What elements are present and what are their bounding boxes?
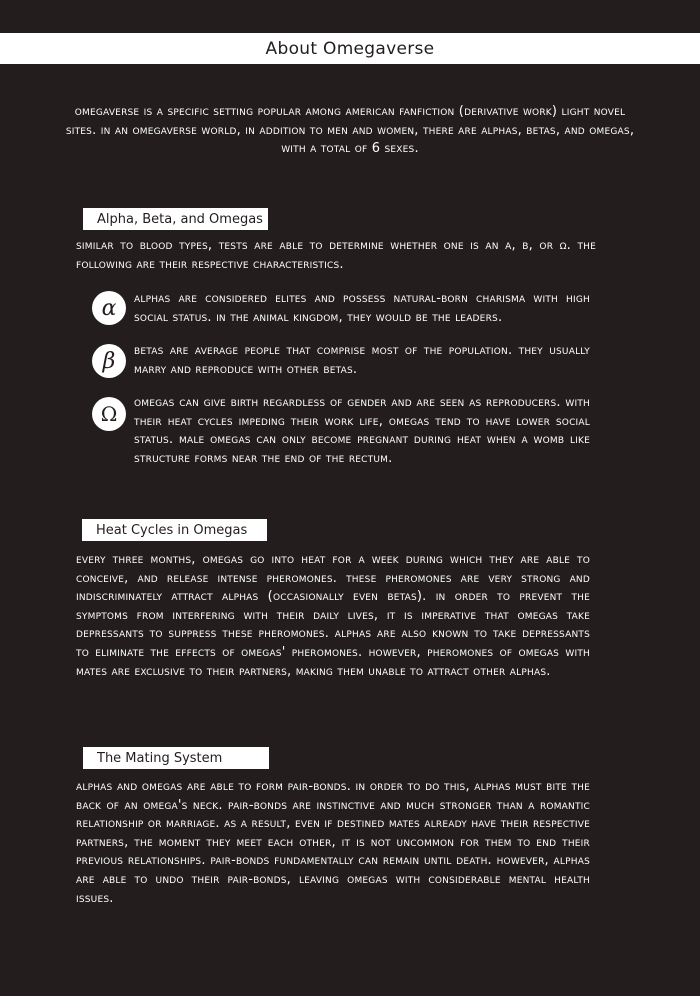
omega-icon: Ω bbox=[92, 397, 126, 431]
beta-description: betas are average people that comprise most of the population. they usually marry and reproduce with other betas. bbox=[134, 343, 590, 377]
section1-paragraph: similar to blood types, tests are able to determine whether one is an α, β, or ω. the following are their respective characteristics. bbox=[76, 238, 596, 272]
page-title: About Omegaverse bbox=[265, 38, 435, 59]
section-label-heat-cycles bbox=[82, 519, 267, 541]
section3-paragraph: alphas and omegas are able to form pair-bonds. in order to do this, alphas must bite the back of an omega's neck. pair-bonds are instinctive and much stronger than a romantic relationship or marriage. as a result, even if destined mates already have their respective partners, the moment they meet each other, it is not uncommon for them to end their previous relationships. pair-bonds fundamentally can remain until death. however, alphas are able to undo their pair-bonds, leaving omegas with considerable mental health issues. bbox=[76, 779, 590, 906]
alpha-icon: α bbox=[92, 291, 126, 325]
section-title: The Mating System bbox=[97, 750, 223, 766]
section-title: Heat Cycles in Omegas bbox=[96, 522, 248, 538]
alpha-description: alphas are considered elites and possess natural-born charisma with high social status. in the animal kingdom, they would be the leaders. bbox=[134, 291, 590, 325]
intro-paragraph: omegaverse is a specific setting popular among american fanfiction (derivative work) light novel sites. in an omegaverse world, in addition to men and women, there are alphas, betas, and omegas, with a total of 6 sexes. bbox=[65, 104, 635, 157]
page-header bbox=[0, 33, 700, 64]
section2-paragraph: every three months, omegas go into heat for a week during which they are able to conceive, and release intense pheromones. these pheromones are very strong and indiscriminately attract alphas (occasionally even betas). in order to prevent the symptoms from interfering with their daily lives, it is imperative that omegas take depressants to suppress these pheromones. alphas are also known to take depressants to eliminate the effects of omegas' pheromones. however, pheromones of omegas with mates are exclusive to their partners, making them unable to attract other alphas. bbox=[76, 552, 590, 679]
section-label-alpha-beta-omegas bbox=[83, 208, 268, 230]
section-label-mating-system bbox=[83, 747, 269, 769]
omega-description: omegas can give birth regardless of gender and are seen as reproducers. with their heat cycles impeding their work life, omegas tend to have lower social status. male omegas can only become pregnant during heat when a womb like structure forms near the end of the rectum. bbox=[134, 395, 590, 466]
beta-icon: β bbox=[92, 344, 126, 378]
section-title: Alpha, Beta, and Omegas bbox=[97, 211, 263, 227]
